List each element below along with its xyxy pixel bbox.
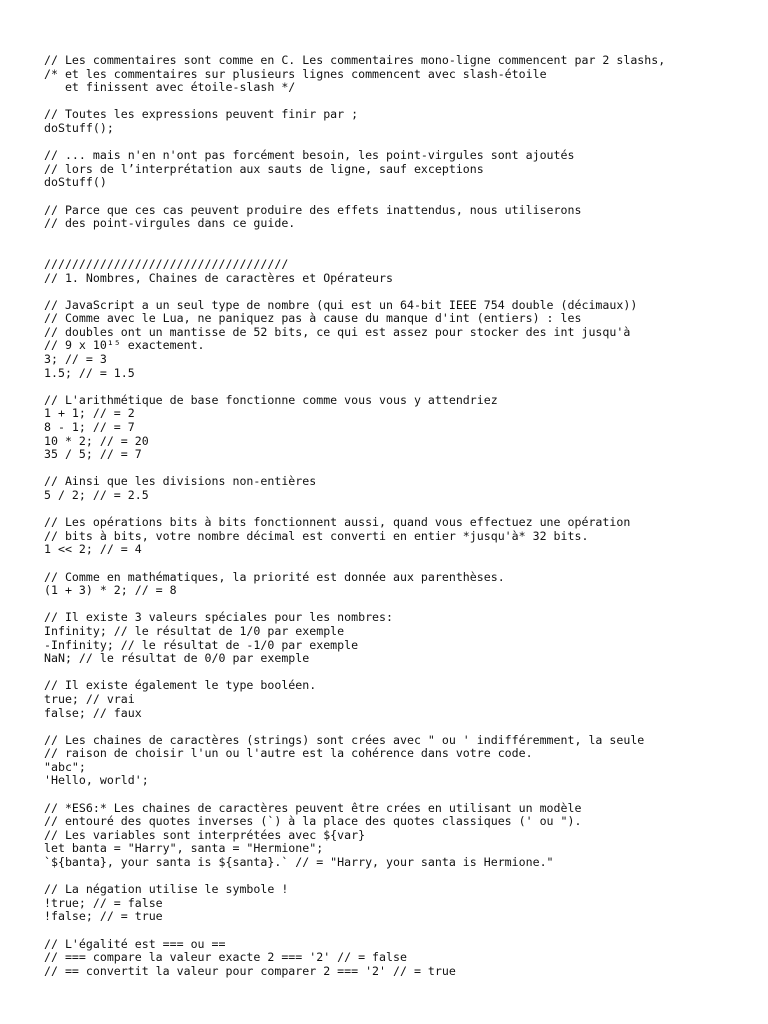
code-line: // L'égalité est === ou ==	[44, 936, 226, 951]
code-line: 10 * 2; // = 20	[44, 433, 149, 448]
code-line: // Il existe 3 valeurs spéciales pour les nombres:	[44, 610, 394, 625]
code-block	[44, 258, 768, 285]
code-line: et finissent avec étoile-slash */	[44, 80, 296, 95]
code-line: // JavaScript a un seul type de nombre (qui est un 64-bit IEEE 754 double (décimaux))	[44, 297, 638, 312]
code-line: 5 / 2; // = 2.5	[44, 488, 149, 502]
code-line: // Il existe également le type booléen.	[44, 678, 317, 693]
code-block	[44, 516, 768, 557]
code-line: 1 + 1; // = 2	[44, 406, 135, 421]
code-line: ///////////////////////////////////	[44, 256, 289, 271]
code-block	[44, 611, 768, 665]
code-line: 8 - 1; // = 7	[44, 420, 135, 435]
code-block	[44, 54, 768, 95]
code-line: // Les chaines de caractères (strings) sont crées avec " ou ' indifféremment, la seule	[44, 732, 645, 747]
code-line: doStuff()	[44, 175, 107, 190]
blank-line	[44, 285, 768, 299]
code-line: // Ainsi que les divisions non-entières	[44, 474, 317, 489]
code-line: // == convertit la valeur pour comparer 2 === '2' // = true	[44, 963, 456, 978]
code-line: // 1. Nombres, Chaines de caractères et Opérateurs	[44, 270, 394, 285]
code-block	[44, 204, 768, 231]
blank-line	[44, 95, 768, 109]
code-block	[44, 679, 768, 720]
code-line: Infinity; // le résultat de 1/0 par exemple	[44, 623, 345, 638]
code-line: // L'arithmétique de base fonctionne comme vous vous y attendriez	[44, 392, 498, 407]
code-line: -Infinity; // le résultat de -1/0 par exemple	[44, 637, 359, 652]
code-block	[44, 802, 768, 870]
code-line: 1.5; // = 1.5	[44, 365, 135, 380]
code-line: // === compare la valeur exacte 2 === '2' // = false	[44, 950, 407, 965]
blank-line	[44, 380, 768, 394]
code-line: // entouré des quotes inverses (`) à la place des quotes classiques (' ou ").	[44, 814, 582, 829]
blank-line	[44, 666, 768, 680]
code-line: // des point-virgules dans ce guide.	[44, 216, 296, 231]
code-line: // Parce que ces cas peuvent produire des effets inattendus, nous utiliserons	[44, 202, 582, 217]
code-line: // La négation utilise le symbole !	[44, 882, 289, 897]
blank-line	[44, 924, 768, 938]
code-line: // lors de l’interprétation aux sauts de ligne, sauf exceptions	[44, 161, 484, 176]
code-line: // Les opérations bits à bits fonctionnent aussi, quand vous effectuez une opération	[44, 515, 631, 530]
blank-line	[44, 720, 768, 734]
blank-line	[44, 244, 768, 258]
blank-line	[44, 190, 768, 204]
code-line: doStuff();	[44, 120, 114, 135]
code-block	[44, 734, 768, 788]
blank-line	[44, 136, 768, 150]
blank-line	[44, 503, 768, 517]
code-line: "abc";	[44, 759, 86, 774]
code-line: // 9 x 10¹⁵ exactement.	[44, 338, 205, 353]
code-line: !true; // = false	[44, 895, 163, 910]
blank-line	[44, 557, 768, 571]
code-line: // raison de choisir l'un ou l'autre est la cohérence dans votre code.	[44, 746, 533, 761]
code-line: 3; // = 3	[44, 352, 107, 367]
code-line: // Toutes les expressions peuvent finir par ;	[44, 107, 359, 122]
code-line: // Comme avec le Lua, ne paniquez pas à cause du manque d'int (entiers) : les	[44, 311, 582, 326]
code-line: // doubles ont un mantisse de 52 bits, ce qui est assez pour stocker des int jusqu'à	[44, 324, 631, 339]
code-line: `${banta}, your santa is ${santa}.` // = "Harry, your santa is Hermione."	[44, 855, 554, 870]
code-block	[44, 394, 768, 462]
code-line: // bits à bits, votre nombre décimal est converti en entier *jusqu'à* 32 bits.	[44, 528, 589, 543]
blank-line	[44, 231, 768, 245]
code-line: false; // faux	[44, 705, 142, 720]
code-line: 35 / 5; // = 7	[44, 447, 142, 462]
code-block	[44, 475, 768, 502]
blank-line	[44, 462, 768, 476]
blank-line	[44, 598, 768, 612]
code-block	[44, 149, 768, 190]
code-line: // Comme en mathématiques, la priorité est donnée aux parenthèses.	[44, 569, 505, 584]
blank-line	[44, 870, 768, 884]
code-line: // *ES6:* Les chaines de caractères peuvent être crées en utilisant un modèle	[44, 800, 582, 815]
code-line: // Les commentaires sont comme en C. Les commentaires mono-ligne commencent par 2 slashs,	[44, 53, 666, 67]
code-block	[44, 571, 768, 598]
code-line: 1 << 2; // = 4	[44, 542, 142, 557]
code-line: NaN; // le résultat de 0/0 par exemple	[44, 651, 310, 666]
code-line: // Les variables sont interprétées avec ${var}	[44, 827, 366, 842]
code-block	[44, 299, 768, 381]
blank-line	[44, 788, 768, 802]
code-line: true; // vrai	[44, 691, 135, 706]
code-line: let banta = "Harry", santa = "Hermione";	[44, 841, 324, 856]
code-line: 'Hello, world';	[44, 773, 149, 788]
code-block	[44, 883, 768, 924]
code-line: !false; // = true	[44, 909, 163, 924]
code-block	[44, 108, 768, 135]
code-line: /* et les commentaires sur plusieurs lignes commencent avec slash-étoile	[44, 66, 547, 81]
code-line: (1 + 3) * 2; // = 8	[44, 583, 177, 598]
code-block	[44, 938, 768, 979]
code-line: // ... mais n'en n'ont pas forcément besoin, les point-virgules sont ajoutés	[44, 148, 575, 163]
